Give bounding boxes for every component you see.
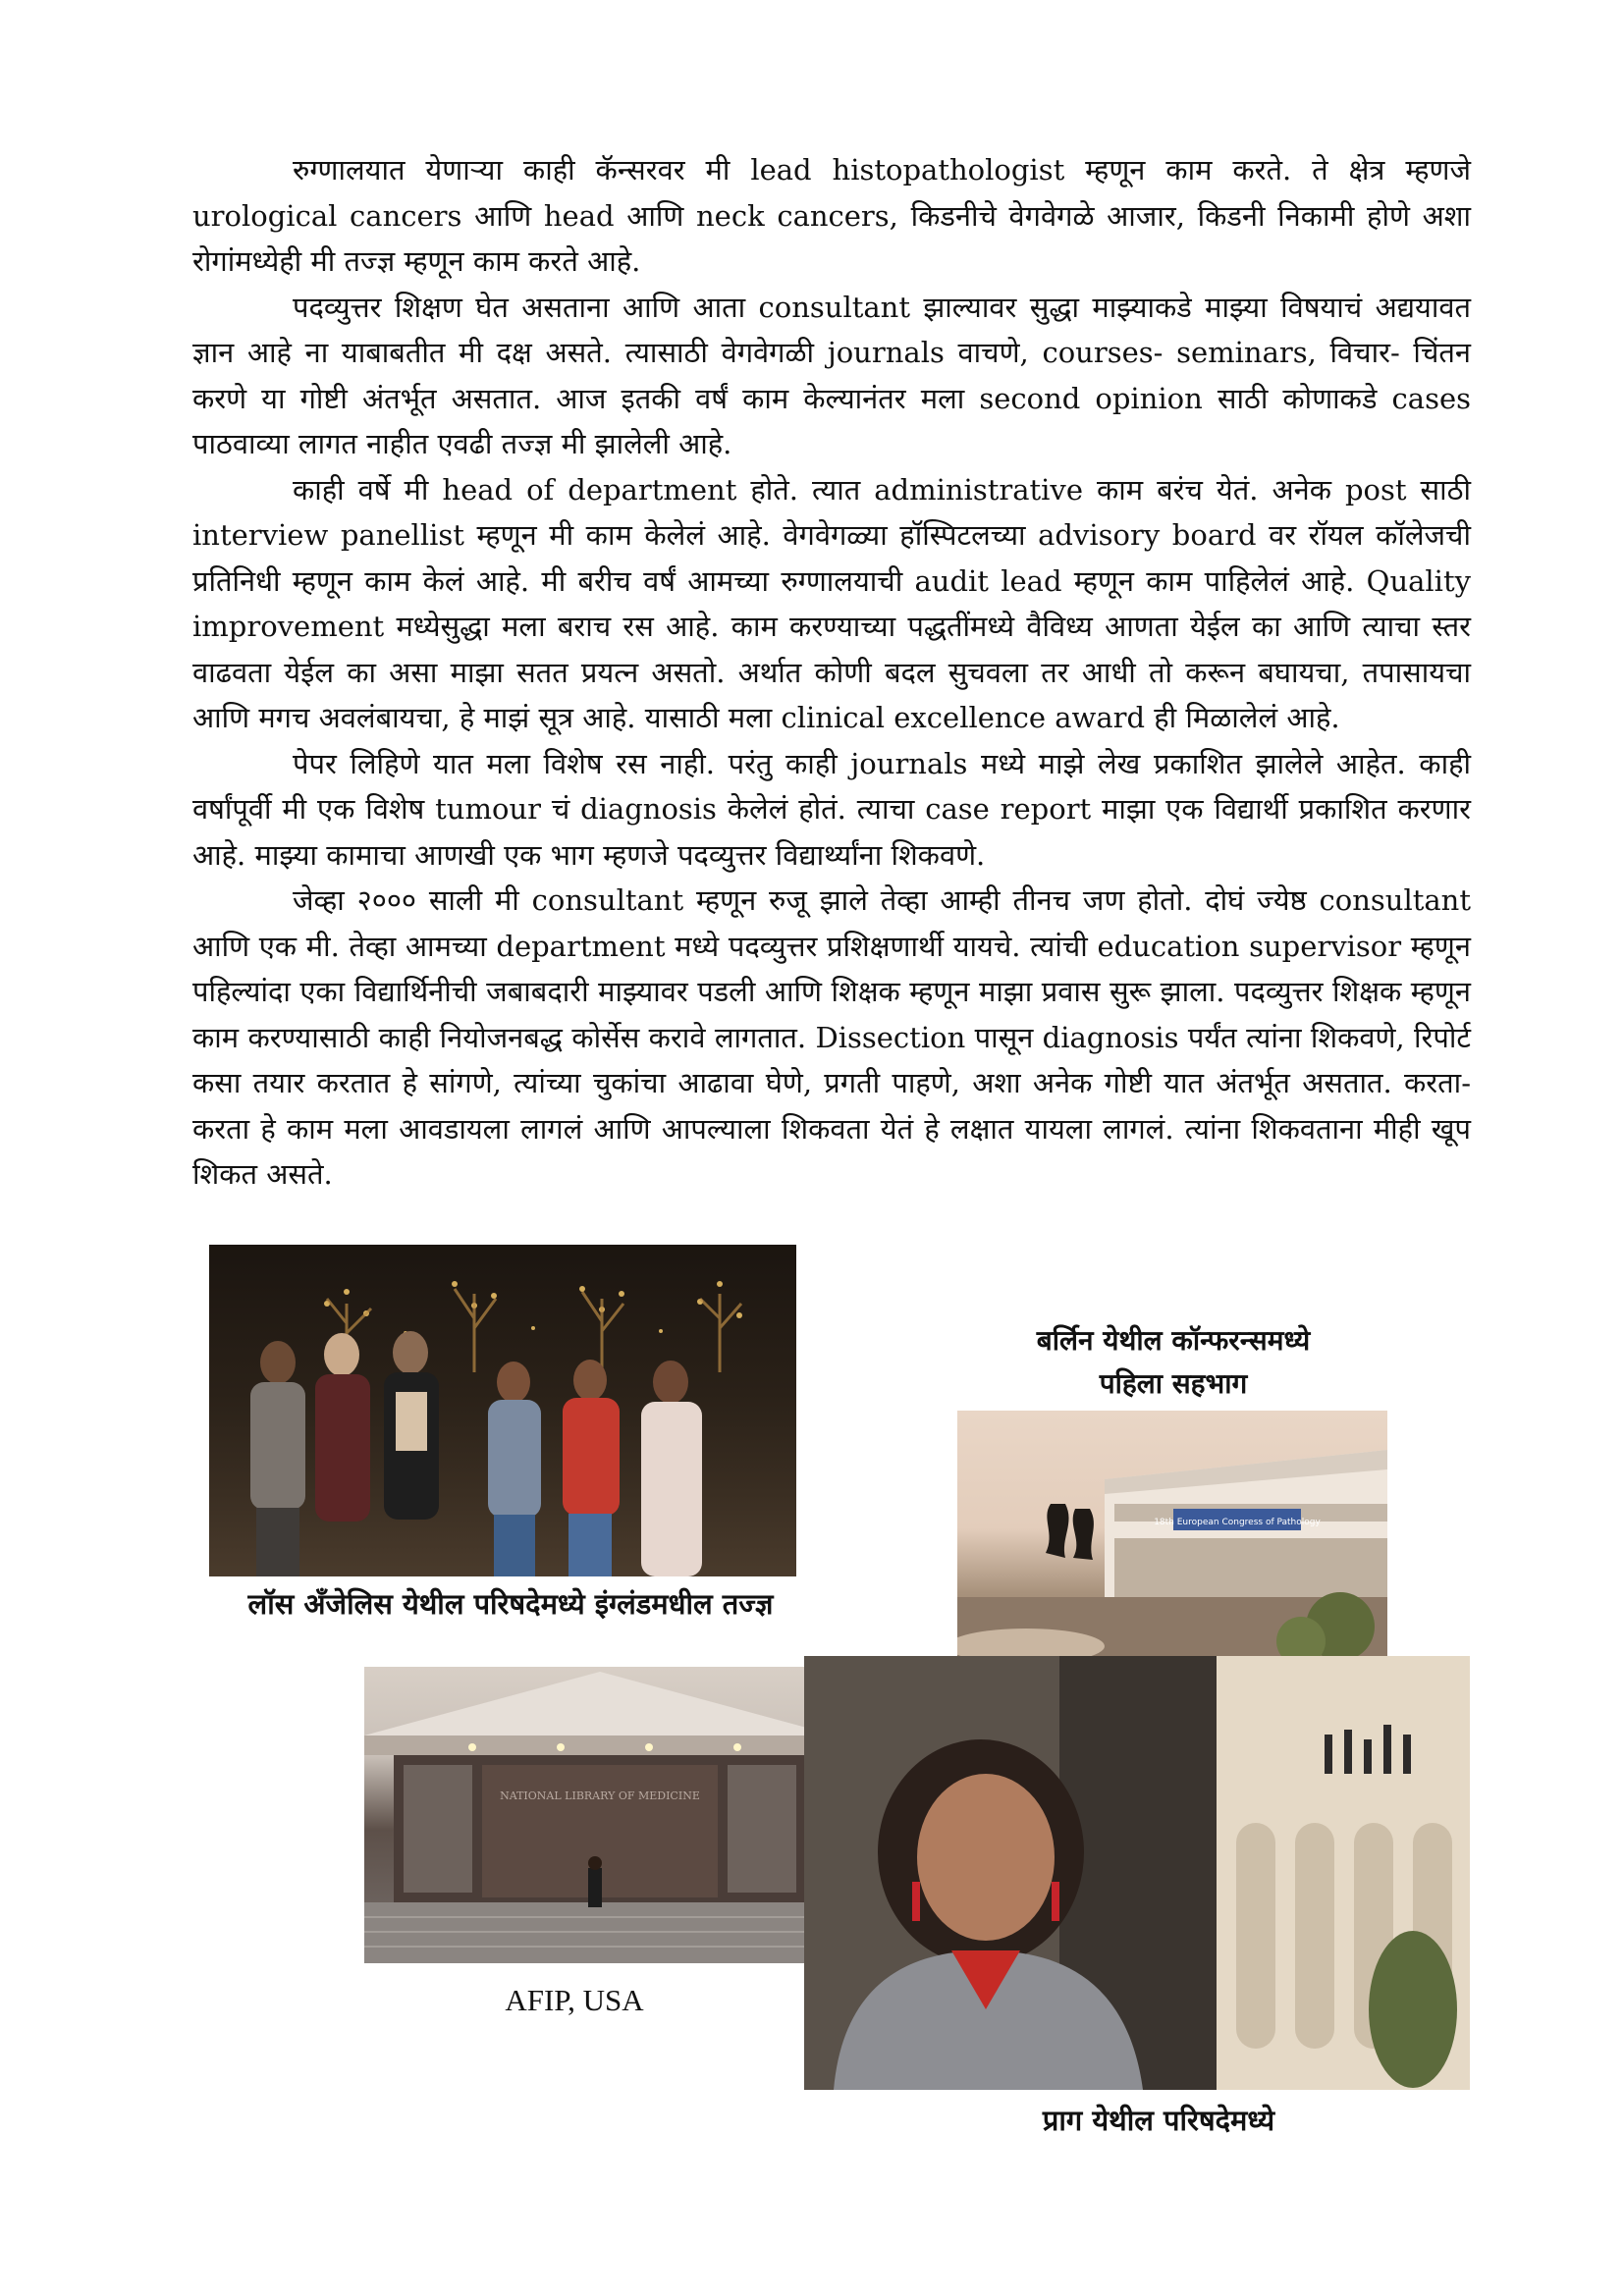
photo-afip-usa xyxy=(364,1667,836,1963)
paragraph-4: पेपर लिहिणे यात मला विशेष रस नाही. परंतु काही journals मध्ये माझे लेख प्रकाशित झालेले आहेत. काही वर्षांपूर्वी मी एक विशेष tumour चं diagnosis केलेलं होतं. त्याचा case report माझा एक विद्यार्थी प्रकाशित करणार आहे. माझ्या कामाचा आणखी एक भाग म्हणजे पदव्युत्तर विद्यार्थ्यांना शिकवणे. xyxy=(192,746,1471,872)
caption-los-angeles: लॉस अँजेलिस येथील परिषदेमध्ये इंग्लंडमधील तज्ज्ञ xyxy=(247,1587,774,1621)
afip-photo-illustration xyxy=(364,1667,836,1963)
caption-berlin xyxy=(972,1319,1375,1406)
caption-berlin-line-1: बर्लिन येथील कॉन्फरन्समध्ये xyxy=(1036,1324,1311,1357)
paragraph-5: जेव्हा २००० साली मी consultant म्हणून रुजू झाले तेव्हा आम्ही तीनच जण होतो. दोघं ज्येष्ठ consultant आणि एक मी. तेव्हा आमच्या department मध्ये पदव्युत्तर प्रशिक्षणार्थी यायचे. त्यांची education supervisor म्हणून पहिल्यांदा एका विद्यार्थिनीची जबाबदारी माझ्यावर पडली आणि शिक्षक म्हणून माझा प्रवास सुरू झाला. पदव्युत्तर शिक्षक म्हणून काम करण्यासाठी काही नियोजनबद्ध कोर्सेस करावे लागतात. Dissection पासून diagnosis पर्यंत त्यांना शिकवणे, रिपोर्ट कसा तयार करतात हे सांगणे, त्यांच्या चुकांचा आढावा घेणे, प्रगती पाहणे, अशा अनेक गोष्टी यात अंतर्भूत असतात. करता-करता हे काम मला आवडायला लागलं आणि आपल्याला शिकवता येतं हे लक्षात यायला लागलं. त्यांना शिकवताना मीही खूप शिकत असते. xyxy=(192,883,1471,1191)
caption-berlin-line-2: पहिला सहभाग xyxy=(1099,1367,1248,1400)
group-photo-illustration xyxy=(209,1245,796,1576)
paragraph-3: काही वर्षे मी head of department होते. त्यात administrative काम बरंच येतं. अनेक post साठी interview panellist म्हणून मी काम केलेलं आहे. वेगवेगळ्या हॉस्पिटलच्या advisory board वर रॉयल कॉलेजची प्रतिनिधी म्हणून काम केलं आहे. मी बरीच वर्षं आमच्या रुग्णालयाची audit lead म्हणून काम पाहिलेलं आहे. Quality improvement मध्येसुद्धा मला बराच रस आहे. काम करण्याच्या पद्धतींमध्ये वैविध्य आणता येईल का आणि त्याचा स्तर वाढवता येईल का असा माझा सतत प्रयत्न असतो. अर्थात कोणी बदल सुचवला तर आधी तो करून बघायचा, तपासायचा आणि मगच अवलंबायचा, हे माझं सूत्र आहे. यासाठी मला clinical excellence award ही मिळालेलं आहे. xyxy=(192,472,1471,734)
caption-prague: प्राग येथील परिषदेमध्ये xyxy=(1042,2104,1275,2137)
paragraph-1: रुग्णालयात येणाऱ्या काही कॅन्सरवर मी lead histopathologist म्हणून काम करते. ते क्षेत्र म्हणजे urological cancers आणि head आणि neck cancers, किडनीचे वेगवेगळे आजार, किडनी निकामी होणे अशा रोगांमध्येही मी तज्ज्ञ म्हणून काम करते आहे. xyxy=(192,153,1471,278)
paragraph-2: पदव्युत्तर शिक्षण घेत असताना आणि आता consultant झाल्यावर सुद्धा माझ्याकडे माझ्या विषयाचं अद्ययावत ज्ञान आहे ना याबाबतीत मी दक्ष असते. त्यासाठी वेगवेगळी journals वाचणे, courses- seminars, विचार- चिंतन करणे या गोष्टी अंतर्भूत असतात. आज इतकी वर्षं काम केल्यानंतर मला second opinion साठी कोणाकडे cases पाठवाव्या लागत नाहीत एवढी तज्ज्ञ मी झालेली आहे. xyxy=(192,290,1471,460)
article-body xyxy=(192,147,1471,1198)
caption-afip: AFIP, USA xyxy=(505,1983,644,2017)
photo-los-angeles-group xyxy=(209,1245,796,1576)
prague-photo-illustration xyxy=(804,1656,1470,2090)
photo-prague-conference xyxy=(804,1656,1470,2090)
afip-building-sign: NATIONAL LIBRARY OF MEDICINE xyxy=(500,1789,700,1802)
berlin-banner-text: 18th European Congress of Pathology xyxy=(1154,1518,1321,1527)
